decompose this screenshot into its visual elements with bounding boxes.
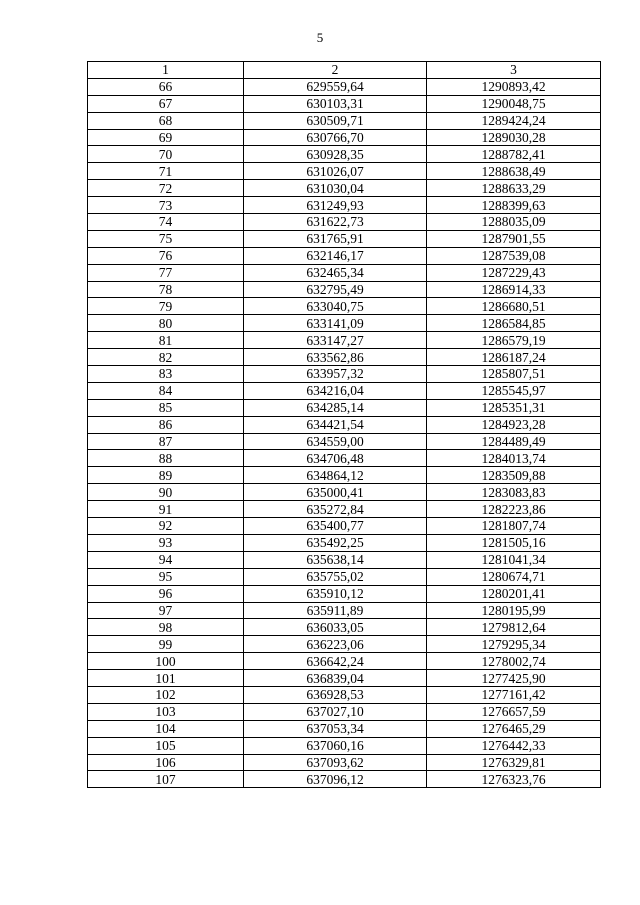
point-number-cell: 98 xyxy=(88,619,244,636)
x-coordinate-cell: 632795,49 xyxy=(244,281,427,298)
y-coordinate-cell: 1276442,33 xyxy=(427,737,601,754)
y-coordinate-cell: 1283083,83 xyxy=(427,484,601,501)
x-coordinate-cell: 633141,09 xyxy=(244,315,427,332)
y-coordinate-cell: 1287539,08 xyxy=(427,247,601,264)
x-coordinate-cell: 630766,70 xyxy=(244,129,427,146)
y-coordinate-cell: 1284923,28 xyxy=(427,416,601,433)
table-row xyxy=(88,653,601,670)
table-row xyxy=(88,467,601,484)
point-number-cell: 85 xyxy=(88,399,244,416)
table-row xyxy=(88,602,601,619)
y-coordinate-cell: 1286680,51 xyxy=(427,298,601,315)
point-number-cell: 73 xyxy=(88,197,244,214)
table-row xyxy=(88,349,601,366)
coordinates-table xyxy=(87,61,601,788)
x-coordinate-cell: 631249,93 xyxy=(244,197,427,214)
table-row xyxy=(88,754,601,771)
point-number-cell: 67 xyxy=(88,95,244,112)
y-coordinate-cell: 1277425,90 xyxy=(427,670,601,687)
point-number-cell: 70 xyxy=(88,146,244,163)
table-row xyxy=(88,484,601,501)
table-body xyxy=(88,78,601,787)
x-coordinate-cell: 631622,73 xyxy=(244,214,427,231)
table-row xyxy=(88,163,601,180)
point-number-cell: 95 xyxy=(88,568,244,585)
table-header xyxy=(88,62,601,79)
x-coordinate-cell: 632465,34 xyxy=(244,264,427,281)
y-coordinate-cell: 1282223,86 xyxy=(427,501,601,518)
point-number-cell: 92 xyxy=(88,518,244,535)
table-row xyxy=(88,315,601,332)
point-number-cell: 105 xyxy=(88,737,244,754)
column-header-3: 3 xyxy=(427,62,601,79)
point-number-cell: 79 xyxy=(88,298,244,315)
column-header-1: 1 xyxy=(88,62,244,79)
y-coordinate-cell: 1276465,29 xyxy=(427,720,601,737)
y-coordinate-cell: 1286914,33 xyxy=(427,281,601,298)
point-number-cell: 77 xyxy=(88,264,244,281)
point-number-cell: 88 xyxy=(88,450,244,467)
table-row xyxy=(88,670,601,687)
x-coordinate-cell: 634706,48 xyxy=(244,450,427,467)
table-row xyxy=(88,416,601,433)
y-coordinate-cell: 1287229,43 xyxy=(427,264,601,281)
y-coordinate-cell: 1290893,42 xyxy=(427,78,601,95)
x-coordinate-cell: 637027,10 xyxy=(244,703,427,720)
point-number-cell: 66 xyxy=(88,78,244,95)
point-number-cell: 90 xyxy=(88,484,244,501)
y-coordinate-cell: 1288399,63 xyxy=(427,197,601,214)
y-coordinate-cell: 1276329,81 xyxy=(427,754,601,771)
x-coordinate-cell: 630509,71 xyxy=(244,112,427,129)
y-coordinate-cell: 1288633,29 xyxy=(427,180,601,197)
x-coordinate-cell: 635910,12 xyxy=(244,585,427,602)
table-row xyxy=(88,619,601,636)
point-number-cell: 76 xyxy=(88,247,244,264)
point-number-cell: 72 xyxy=(88,180,244,197)
y-coordinate-cell: 1285545,97 xyxy=(427,382,601,399)
y-coordinate-cell: 1281505,16 xyxy=(427,534,601,551)
x-coordinate-cell: 636928,53 xyxy=(244,686,427,703)
table-row xyxy=(88,771,601,788)
y-coordinate-cell: 1280674,71 xyxy=(427,568,601,585)
y-coordinate-cell: 1288638,49 xyxy=(427,163,601,180)
point-number-cell: 100 xyxy=(88,653,244,670)
table-row xyxy=(88,551,601,568)
table-row xyxy=(88,585,601,602)
table-row xyxy=(88,247,601,264)
x-coordinate-cell: 635755,02 xyxy=(244,568,427,585)
y-coordinate-cell: 1276657,59 xyxy=(427,703,601,720)
point-number-cell: 104 xyxy=(88,720,244,737)
point-number-cell: 71 xyxy=(88,163,244,180)
table-row xyxy=(88,366,601,383)
table-row xyxy=(88,95,601,112)
y-coordinate-cell: 1286584,85 xyxy=(427,315,601,332)
table-row xyxy=(88,78,601,95)
y-coordinate-cell: 1288035,09 xyxy=(427,214,601,231)
table-row xyxy=(88,180,601,197)
y-coordinate-cell: 1280201,41 xyxy=(427,585,601,602)
point-number-cell: 107 xyxy=(88,771,244,788)
table-row xyxy=(88,214,601,231)
point-number-cell: 81 xyxy=(88,332,244,349)
table-row xyxy=(88,501,601,518)
y-coordinate-cell: 1290048,75 xyxy=(427,95,601,112)
y-coordinate-cell: 1277161,42 xyxy=(427,686,601,703)
y-coordinate-cell: 1288782,41 xyxy=(427,146,601,163)
x-coordinate-cell: 633957,32 xyxy=(244,366,427,383)
point-number-cell: 84 xyxy=(88,382,244,399)
x-coordinate-cell: 635000,41 xyxy=(244,484,427,501)
point-number-cell: 68 xyxy=(88,112,244,129)
table-row xyxy=(88,264,601,281)
x-coordinate-cell: 630103,31 xyxy=(244,95,427,112)
x-coordinate-cell: 630928,35 xyxy=(244,146,427,163)
x-coordinate-cell: 632146,17 xyxy=(244,247,427,264)
y-coordinate-cell: 1278002,74 xyxy=(427,653,601,670)
x-coordinate-cell: 635272,84 xyxy=(244,501,427,518)
x-coordinate-cell: 637096,12 xyxy=(244,771,427,788)
table-row xyxy=(88,129,601,146)
x-coordinate-cell: 637093,62 xyxy=(244,754,427,771)
table-row xyxy=(88,720,601,737)
table-row xyxy=(88,332,601,349)
x-coordinate-cell: 635492,25 xyxy=(244,534,427,551)
table-row xyxy=(88,450,601,467)
table-row xyxy=(88,433,601,450)
x-coordinate-cell: 636642,24 xyxy=(244,653,427,670)
table-row xyxy=(88,298,601,315)
point-number-cell: 69 xyxy=(88,129,244,146)
table-row xyxy=(88,112,601,129)
table-row xyxy=(88,737,601,754)
x-coordinate-cell: 635400,77 xyxy=(244,518,427,535)
x-coordinate-cell: 636033,05 xyxy=(244,619,427,636)
point-number-cell: 93 xyxy=(88,534,244,551)
point-number-cell: 83 xyxy=(88,366,244,383)
y-coordinate-cell: 1284013,74 xyxy=(427,450,601,467)
y-coordinate-cell: 1286579,19 xyxy=(427,332,601,349)
point-number-cell: 78 xyxy=(88,281,244,298)
y-coordinate-cell: 1285351,31 xyxy=(427,399,601,416)
y-coordinate-cell: 1279295,34 xyxy=(427,636,601,653)
x-coordinate-cell: 634216,04 xyxy=(244,382,427,399)
y-coordinate-cell: 1289424,24 xyxy=(427,112,601,129)
point-number-cell: 80 xyxy=(88,315,244,332)
x-coordinate-cell: 633562,86 xyxy=(244,349,427,366)
x-coordinate-cell: 629559,64 xyxy=(244,78,427,95)
x-coordinate-cell: 637060,16 xyxy=(244,737,427,754)
y-coordinate-cell: 1284489,49 xyxy=(427,433,601,450)
table-row xyxy=(88,399,601,416)
y-coordinate-cell: 1279812,64 xyxy=(427,619,601,636)
point-number-cell: 89 xyxy=(88,467,244,484)
x-coordinate-cell: 636223,06 xyxy=(244,636,427,653)
x-coordinate-cell: 636839,04 xyxy=(244,670,427,687)
table-row xyxy=(88,146,601,163)
x-coordinate-cell: 634285,14 xyxy=(244,399,427,416)
y-coordinate-cell: 1286187,24 xyxy=(427,349,601,366)
x-coordinate-cell: 631765,91 xyxy=(244,230,427,247)
point-number-cell: 87 xyxy=(88,433,244,450)
point-number-cell: 74 xyxy=(88,214,244,231)
x-coordinate-cell: 635911,89 xyxy=(244,602,427,619)
table-row xyxy=(88,281,601,298)
x-coordinate-cell: 634559,00 xyxy=(244,433,427,450)
x-coordinate-cell: 631030,04 xyxy=(244,180,427,197)
table-row xyxy=(88,534,601,551)
y-coordinate-cell: 1287901,55 xyxy=(427,230,601,247)
x-coordinate-cell: 631026,07 xyxy=(244,163,427,180)
header-row xyxy=(88,62,601,79)
y-coordinate-cell: 1280195,99 xyxy=(427,602,601,619)
point-number-cell: 101 xyxy=(88,670,244,687)
point-number-cell: 99 xyxy=(88,636,244,653)
y-coordinate-cell: 1281041,34 xyxy=(427,551,601,568)
x-coordinate-cell: 633147,27 xyxy=(244,332,427,349)
point-number-cell: 103 xyxy=(88,703,244,720)
point-number-cell: 75 xyxy=(88,230,244,247)
x-coordinate-cell: 633040,75 xyxy=(244,298,427,315)
y-coordinate-cell: 1285807,51 xyxy=(427,366,601,383)
table-row xyxy=(88,382,601,399)
point-number-cell: 94 xyxy=(88,551,244,568)
table-row xyxy=(88,230,601,247)
x-coordinate-cell: 634864,12 xyxy=(244,467,427,484)
x-coordinate-cell: 637053,34 xyxy=(244,720,427,737)
point-number-cell: 86 xyxy=(88,416,244,433)
page-number: 5 xyxy=(316,30,324,45)
y-coordinate-cell: 1276323,76 xyxy=(427,771,601,788)
column-header-2: 2 xyxy=(244,62,427,79)
table-row xyxy=(88,636,601,653)
table-row xyxy=(88,197,601,214)
x-coordinate-cell: 635638,14 xyxy=(244,551,427,568)
y-coordinate-cell: 1281807,74 xyxy=(427,518,601,535)
table-row xyxy=(88,568,601,585)
point-number-cell: 97 xyxy=(88,602,244,619)
point-number-cell: 96 xyxy=(88,585,244,602)
point-number-cell: 102 xyxy=(88,686,244,703)
table-row xyxy=(88,703,601,720)
table-row xyxy=(88,686,601,703)
point-number-cell: 106 xyxy=(88,754,244,771)
point-number-cell: 82 xyxy=(88,349,244,366)
table-row xyxy=(88,518,601,535)
x-coordinate-cell: 634421,54 xyxy=(244,416,427,433)
point-number-cell: 91 xyxy=(88,501,244,518)
y-coordinate-cell: 1289030,28 xyxy=(427,129,601,146)
y-coordinate-cell: 1283509,88 xyxy=(427,467,601,484)
